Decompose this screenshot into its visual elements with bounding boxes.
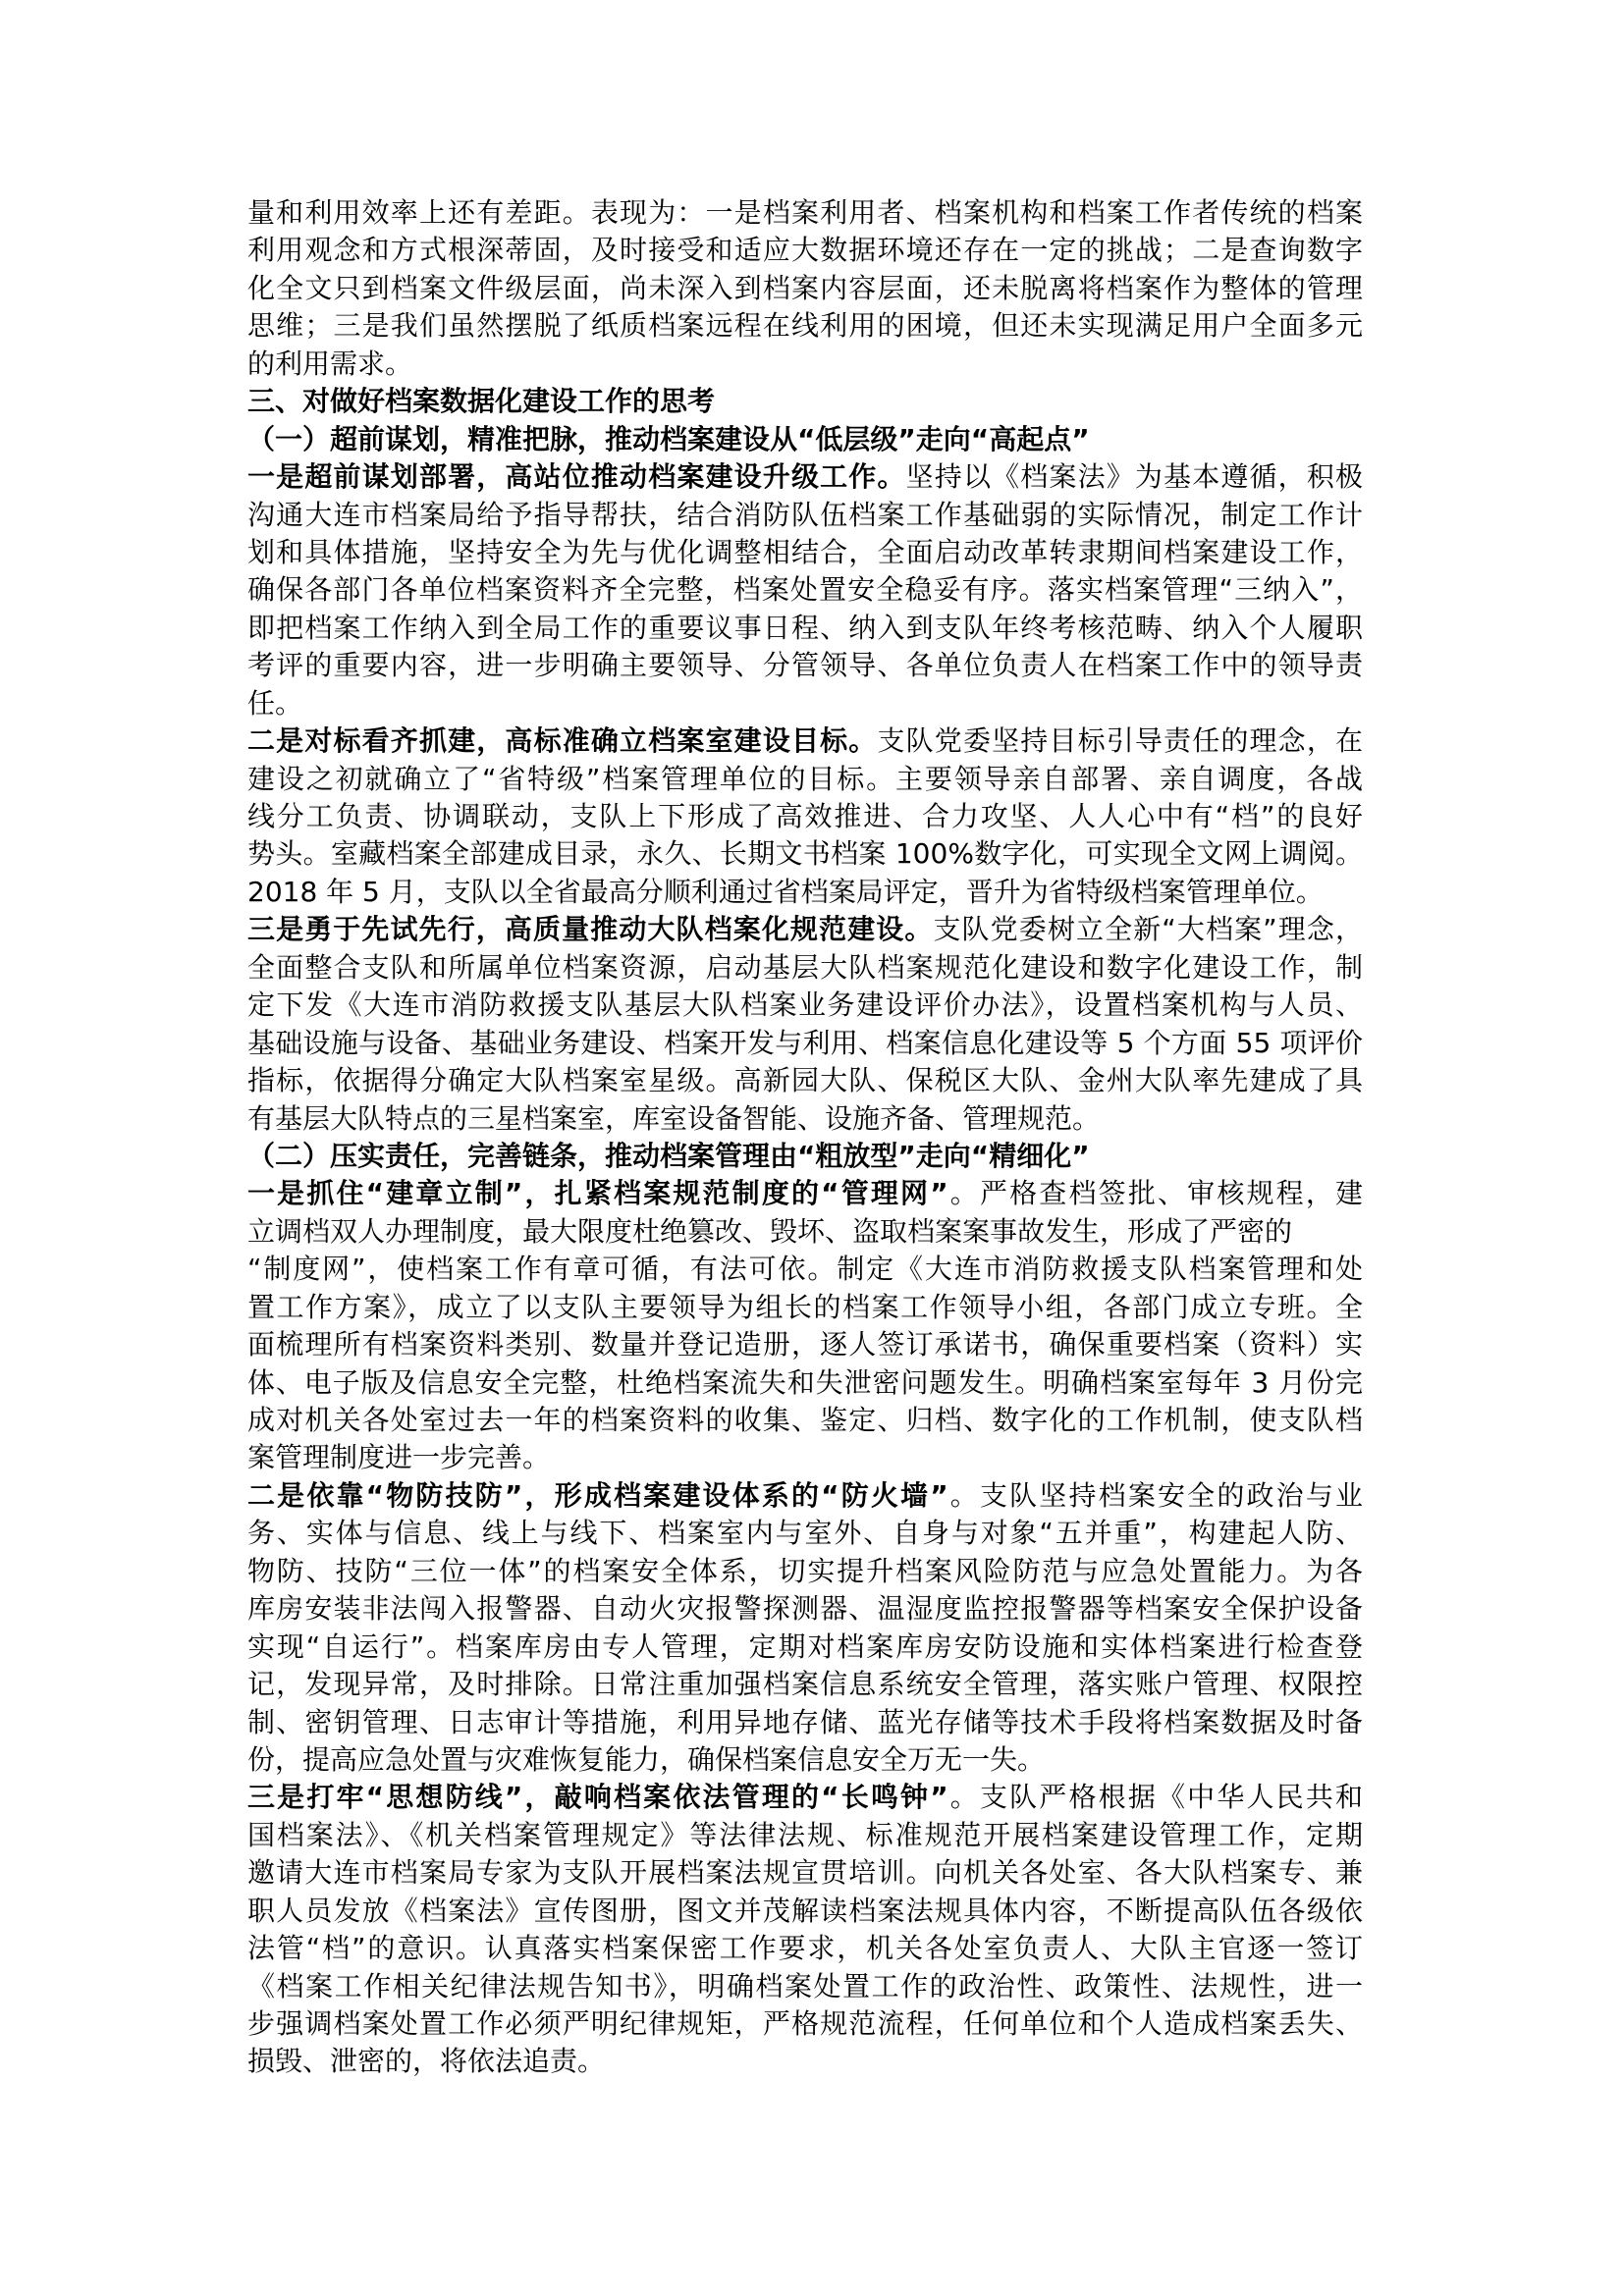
body-text: 线分工负责、协调联动，支队上下形成了高效推进、合力攻坚、人人心中有“档”的良好 [247,800,1363,832]
text-line [247,270,1363,307]
body-text: 立调档双人办理制度，最大限度杜绝篡改、毁坏、盗取档案案事故发生，形成了严密的 [247,1214,1293,1248]
text-line [247,685,1363,722]
body-text: 考评的重要内容，进一步明确主要领导、分管领导、各单位负责人在档案工作中的领导责 [247,649,1363,682]
body-text: 务、实体与信息、线上与线下、档案室内与室外、自身与对象“五并重”，构建起人防、 [247,1517,1363,1550]
body-text: 法管“档”的意识。认真落实档案保密工作要求，机关各处室负责人、大队主官逐一签订 [247,1932,1363,1965]
text-line [247,1704,1363,1741]
body-text: 步强调档案处置工作必须严明纪律规矩，严格规范流程，任何单位和个人造成档案丢失、 [247,2007,1363,2040]
text-line [247,1515,1363,1552]
body-text: 实现“自运行”。档案库房由专人管理，定期对档案库房安防设施和实体档案进行检查登 [247,1629,1363,1663]
text-line [247,1138,1363,1175]
text-line [247,1779,1363,1816]
text-line [247,497,1363,534]
text-line [247,307,1363,345]
body-text: 置工作方案》，成立了以支队主要领导为组长的档案工作领导小组，各部门成立专班。全 [247,1290,1363,1323]
bold-heading-text: 一是超前谋划部署，高站位推动档案建设升级工作。 [247,460,906,494]
body-text: 支队党委树立全新“大档案”理念， [933,913,1363,946]
text-line [247,647,1363,684]
text-line [247,610,1363,647]
body-text: 任。 [247,686,303,720]
text-line [247,987,1363,1024]
text-line [247,458,1363,496]
text-line [247,949,1363,987]
bold-heading-text: （一）超前谋划，精准把脉，推动档案建设从“低层级”走向“高起点” [247,422,1090,455]
text-line [247,1629,1363,1666]
body-text: 利用观念和方式根深蒂固，及时接受和适应大数据环境还存在一定的挑战；二是查询数字 [247,234,1363,267]
text-line [247,1402,1363,1439]
body-text: 确保各部门各单位档案资料齐全完整，档案处置安全稳妥有序。落实档案管理“三纳入”， [247,573,1363,607]
text-line [247,1213,1363,1251]
text-line [247,1477,1363,1515]
body-text: 势头。室藏档案全部建成目录，永久、长期文书档案 100%数字化，可实现全文网上调阅。 [247,837,1363,871]
text-line [247,722,1363,760]
body-text: 损毁、泄密的，将依法追责。 [247,2045,606,2078]
bold-heading-text: （二）压实责任，完善链条，推动档案管理由“粗放型”走向“精细化” [247,1139,1090,1172]
body-text: 记，发现异常，及时排除。日常注重加强档案信息系统安全管理，落实账户管理、权限控 [247,1668,1363,1701]
text-line [247,1893,1363,1930]
body-text: 面梳理所有档案资料类别、数量并登记造册，逐人签订承诺书，确保重要档案（资料）实 [247,1328,1363,1362]
body-text: 。支队坚持档案安全的政治与业 [947,1478,1363,1512]
body-text: 库房安装非法闯入报警器、自动火灾报警探测器、温湿度监控报警器等档案安全保护设备 [247,1592,1363,1626]
text-line [247,346,1363,383]
text-line [247,1666,1363,1703]
text-line [247,1175,1363,1212]
text-line [247,571,1363,609]
document-page [247,194,1363,2081]
text-line [247,1289,1363,1326]
text-line [247,1968,1363,2005]
body-text: 的利用需求。 [247,347,413,380]
body-text: 定下发《大连市消防救援支队基层大队档案业务建设评价办法》，设置档案机构与人员、 [247,988,1363,1022]
text-line [247,194,1363,232]
bold-heading-text: 三、对做好档案数据化建设工作的思考 [247,385,716,418]
body-text: 有基层大队特点的三星档案室，库室设备智能、设施齐备、管理规范。 [247,1101,1101,1135]
body-text: 即把档案工作纳入到全局工作的重要议事日程、纳入到支队年终考核范畴、纳入个人履职 [247,611,1363,644]
body-text: 国档案法》、《机关档案管理规定》等法律法规、标准规范开展档案建设管理工作，定期 [247,1818,1363,1851]
text-line [247,1930,1363,1967]
text-line [247,1251,1363,1288]
text-line [247,1364,1363,1402]
bold-heading-text: 三是打牢“思想防线”，敲响档案依法管理的“长鸣钟” [247,1781,948,1814]
text-line [247,1025,1363,1062]
body-text: 职人员发放《档案法》宣传图册，图文并茂解读档案法规具体内容，不断提高队伍各级依 [247,1894,1363,1927]
body-text: 份，提高应急处置与灾难恢复能力，确保档案信息安全万无一失。 [247,1742,1046,1776]
body-text: 物防、技防“三位一体”的档案安全体系，切实提升档案风险防范与应急处置能力。为各 [247,1554,1363,1587]
body-text: “制度网”，使档案工作有章可循，有法可依。制定《大连市消防救援支队档案管理和处 [247,1253,1363,1286]
body-text: 案管理制度进一步完善。 [247,1441,551,1474]
text-line [247,1100,1363,1138]
body-text: 成对机关各处室过去一年的档案资料的收集、鉴定、归档、数字化的工作机制，使支队档 [247,1404,1363,1436]
body-text: 邀请大连市档案局专家为支队开展档案法规宣贯培训。向机关各处室、各大队档案专、兼 [247,1856,1363,1890]
text-line [247,383,1363,420]
body-text: 基础设施与设备、基础业务建设、档案开发与利用、档案信息化建设等 5 个方面 55 项评价 [247,1026,1363,1059]
body-text: 支队党委坚持目标引导责任的理念，在 [877,724,1363,758]
text-line [247,1062,1363,1099]
body-text: 全面整合支队和所属单位档案资源，启动基层大队档案规范化建设和数字化建设工作，制 [247,950,1363,984]
body-text: 体、电子版及信息安全完整，杜绝档案流失和失泄密问题发生。明确档案室每年 3 月份完 [247,1365,1363,1399]
text-line [247,421,1363,458]
text-line [247,534,1363,571]
text-line [247,911,1363,948]
text-line [247,835,1363,873]
text-line [247,2043,1363,2080]
bold-heading-text: 三是勇于先试先行，高质量推动大队档案化规范建设。 [247,913,934,946]
body-text: 划和具体措施，坚持安全为先与优化调整相结合，全面启动改革转隶期间档案建设工作， [247,535,1363,568]
body-text: 思维；三是我们虽然摆脱了纸质档案远程在线利用的困境，但还未实现满足用户全面多元 [247,309,1363,343]
body-text: 建设之初就确立了“省特级”档案管理单位的目标。主要领导亲自部署、亲自调度，各战 [247,762,1363,795]
body-text: 指标，依据得分确定大队档案室星级。高新园大队、保税区大队、金州大队率先建成了具 [247,1064,1363,1097]
text-line [247,2005,1363,2043]
text-line [247,798,1363,835]
text-line [247,1817,1363,1854]
text-line [247,1439,1363,1476]
text-line [247,232,1363,269]
bold-heading-text: 二是对标看齐抓建，高标准确立档案室建设目标。 [247,724,878,758]
body-text: 《档案工作相关纪律法规告知书》，明确档案处置工作的政治性、政策性、法规性，进一 [247,1969,1363,2002]
body-text: 量和利用效率上还有差距。表现为：一是档案利用者、档案机构和档案工作者传统的档案 [247,196,1363,229]
text-line [247,1553,1363,1590]
body-text: 2018 年 5 月，支队以全省最高分顺利通过省档案局评定，晋升为省特级档案管理单位。 [247,875,1324,908]
text-line [247,1854,1363,1892]
body-text: 制、密钥管理、日志审计等措施，利用异地存储、蓝光存储等技术手段将档案数据及时备 [247,1705,1363,1738]
text-line [247,761,1363,798]
body-text: 。严格查档签批、审核规程，建 [947,1177,1363,1210]
body-text: 沟通大连市档案局给予指导帮扶，结合消防队伍档案工作基础弱的实际情况，制定工作计 [247,498,1363,531]
text-line [247,1741,1363,1779]
body-text: 。支队严格根据《中华人民共和 [947,1781,1363,1814]
bold-heading-text: 二是依靠“物防技防”，形成档案建设体系的“防火墙” [247,1478,948,1512]
bold-heading-text: 一是抓住“建章立制”，扎紧档案规范制度的“管理网” [247,1177,948,1210]
body-text: 坚持以《档案法》为基本遵循，积极 [905,460,1363,494]
body-text: 化全文只到档案文件级层面，尚未深入到档案内容层面，还未脱离将档案作为整体的管理 [247,271,1363,304]
text-line [247,874,1363,911]
text-line [247,1326,1363,1363]
text-line [247,1590,1363,1628]
